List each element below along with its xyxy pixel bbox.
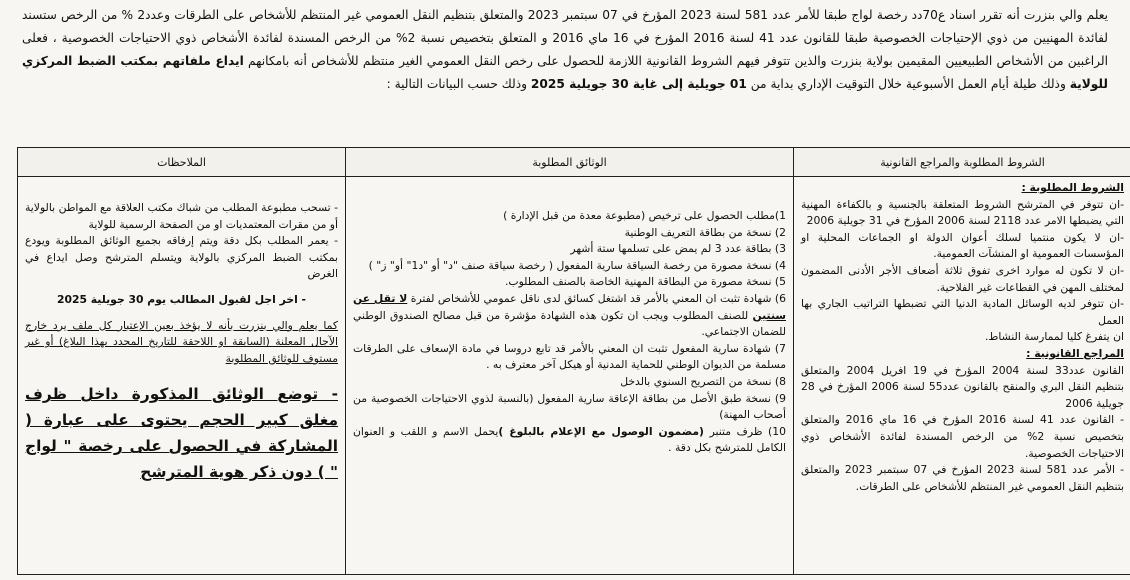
header-notes: الملاحظات — [18, 148, 346, 177]
header-documents: الوثائق المطلوبة — [346, 148, 794, 177]
intro-dates-bold: 01 جويلية إلى غاية 30 جويلية 2025 — [530, 77, 747, 91]
intro-paragraph — [22, 4, 1108, 96]
note-spacer — [25, 283, 338, 292]
condition-item: -ان لا يكون منتميا لسلك أعوان الدولة او الجماعات المحلية او المؤسسات العمومية او المنشآت العمومية. — [801, 230, 1124, 261]
intro-text: يعلم والي بنزرت أنه تقرر اسناد ع70دد رخصة لواج طبقا للأمر عدد 581 لسنة 2023 المؤرخ في 07 سبتمبر 2023 والمتعلق بتنظيم النقل العمومي غير المنتظم للأشخاص على الطرقات وعدد2 % من الرخص ستسند لفائدة المهنيين من ذوي الإحتياجات الخصوصية طبقا للقانون عدد 41 لسنة 2016 المؤرخ في 16 ماي 2016 و المتعلق بتخصيص نسبة 2% من الرخص المسندة لفائدة الأشخاص ذوي الاحتياجات الخصوصية ، فعلى الراغبين من الأشخاص الطبيعيين المقيمين بولاية بنزرت والذين تتوفر فيهم الشروط القانونية اللازمة للحصول على رخص النقل العمومي الغير منتظم للأشخاص أنه بامكانهم — [22, 8, 1109, 68]
late-files-warning: كما يعلم والي بنزرت بأنه لا يؤخذ بعين الإعتبار كل ملف يرد خارج الآجال المعلنة (السابقة او اللاحقة للتاريخ المحدد بهذا البلاغ) أو غير مستوف للوثائق المطلوبة — [25, 318, 338, 365]
document-item-6 — [353, 291, 786, 341]
legal-references-title: المراجع القانونية : — [1026, 346, 1124, 360]
required-conditions-title: الشروط المطلوبة : — [1021, 181, 1124, 194]
document-item: 9) نسخة طبق الأصل من بطاقة الإعاقة سارية المفعول (بالنسبة لذوي الاحتياجات الخصوصية من أصحاب المهنة) — [353, 391, 786, 422]
note-item: - تسحب مطبوعة المطلب من شباك مكتب العلاقة مع المواطن بالولاية أو من مقرات المعتمديات او من الصفحة الرسمية للولاية — [25, 201, 338, 231]
document-item: 5) نسخة مصورة من البطاقة المهنية الخاصة بالصنف المطلوب. — [504, 275, 786, 289]
condition-item: ان يتفرغ كليا لممارسة النشاط. — [984, 330, 1124, 344]
deadline-note: - اخر اجل لقبول المطالب يوم 30 جويلية 2025 — [56, 292, 307, 306]
legal-reference-item: القانون عدد33 لسنة 2004 المؤرخ في 19 افريل 2004 والمتعلق بتنظيم النقل البري والمنقح بالقانون عدد55 لسنة 2006 المؤرخ في 28 جويلية 2006 — [801, 363, 1125, 410]
condition-item: -ان تتوفر في المترشح الشروط المتعلقة بالجنسية و بالكفاءة المهنية التي يضبطها الامر عدد 2118 لسنة 2006 المؤرخ في 31 جويلية 2006 — [801, 197, 1124, 228]
document-item-10-text: 10) ظرف متنبر — [703, 424, 786, 438]
legal-reference-item: - القانون عدد 41 لسنة 2016 المؤرخ في 16 ماي 2016 والمتعلق بتخصيص نسبة 2% من الرخص المسندة لفائدة الأشخاص ذوي الاحتياجات الخصوصية. — [801, 413, 1124, 460]
note-item: - يعمر المطلب بكل دقة ويتم إرفاقه بجميع الوثائق المطلوبة ويودع بمكتب الضبط المركزي بالولاية ويتسلم المترشح وصل ايداع في الغرض — [25, 234, 338, 281]
document-item-10-text-end: يحمل الاسم و اللقب و العنوان الكامل للمترشح بكل دقة . — [353, 424, 786, 455]
document-item: 2) نسخة من بطاقة التعريف الوطنية — [624, 225, 786, 239]
documents-cell — [346, 177, 794, 575]
document-item: 3) بطاقة عدد 3 لم يمض على تسلمها ستة أشهر — [570, 242, 786, 256]
document-item: 4) نسخة مصورة من رخصة السياقة سارية المفعول ( رخصة سياقة صنف "د" أو "د1" أو" ز" ) — [368, 258, 786, 272]
document-item-10-registered: (مضمون الوصول مع الإعلام بالبلوغ ) — [498, 424, 704, 438]
document-item-10 — [353, 424, 786, 457]
requirements-table — [17, 147, 1130, 575]
document-item: 7) شهادة سارية المفعول تثبت ان المعني بالأمر قد تابع دروسا في مادة الإسعاف على الطرقات مسلمة من الديوان الوطني للحماية المدنية أو هيكل آخر معترف به . — [353, 341, 786, 372]
intro-text-mid: وذلك طيلة أيام العمل الأسبوعية خلال التوقيت الإداري بداية من — [746, 77, 1070, 91]
intro-office-bold: ايداع ملفاتهم بمكتب الضبط المركزي للولاية — [22, 54, 1108, 91]
document-item: 1)مطلب الحصول على ترخيص (مطبوعة معدة من قبل الإدارة ) — [503, 209, 786, 222]
intro-text-end: وذلك حسب البيانات التالية : — [386, 77, 531, 91]
conditions-cell — [794, 177, 1130, 575]
document-item-6-text: 6) شهادة تثبت ان المعني بالأمر قد اشتغل كسائق لدى ناقل عمومي للأشخاص لفترة — [407, 291, 786, 305]
condition-item: -ان لا تكون له موارد اخرى تفوق ثلاثة أضعاف الأجر الأدنى المضمون لمختلف المهن في القطاعات غير الفلاحية. — [801, 263, 1124, 294]
legal-reference-item: - الأمر عدد 581 لسنة 2023 المؤرخ في 07 سبتمبر 2023 والمتعلق بتنظيم النقل العمومي غير المنتظم للأشخاص على الطرقات. — [801, 463, 1124, 493]
envelope-instruction: - توضع الوثائق المذكورة داخل ظرف مغلق كبير الحجم يحتوى على عبارة ( المشاركة في الحصول على رخصة " لواج " ) دون ذكر هوية المترشح — [25, 385, 338, 482]
condition-item: -ان تتوفر لديه الوسائل المادية الدنيا التي تضبطها التراتيب الجاري بها العمل — [801, 297, 1124, 327]
document-item-6-text-end: للصنف المطلوب ويجب ان تكون هذه الشهادة مؤشرة من قبل مصالح الصندوق الوطني للضمان الاجتماعي. — [353, 308, 786, 339]
document-item: 8) نسخة من التصريح السنوي بالدخل — [620, 374, 786, 388]
document-item-6-duration: لا تقل عن سنتين — [353, 291, 786, 322]
header-conditions: الشروط المطلوبة والمراجع القانونية — [794, 148, 1130, 177]
note-spacer — [25, 309, 338, 318]
notes-cell — [18, 177, 346, 575]
